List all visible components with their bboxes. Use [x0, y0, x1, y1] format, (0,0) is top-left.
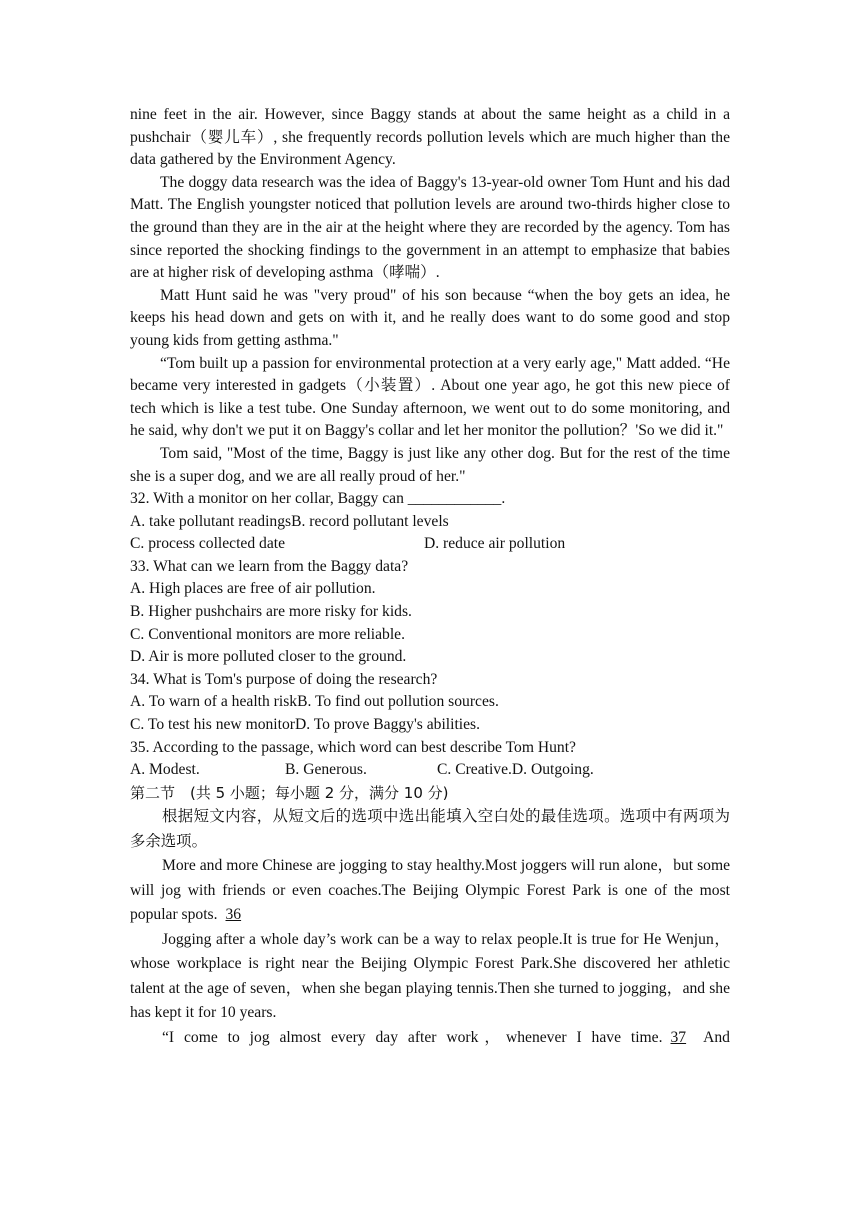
passage-paragraph-4: Tom said, "Most of the time, Baggy is just like any other dog. But for the rest of the time she is a super dog, and we are all really proud of her."	[130, 444, 730, 485]
question-34-options-cd: C. To test his new monitorD. To prove Baggy's abilities.	[130, 716, 481, 734]
cloze-paragraph-3	[130, 1026, 730, 1051]
passage-paragraph-3: “Tom built up a passion for environmental protection at a very early age," Matt added. “He became very interested in gadgets（小装置）. About one year ago, he got this new piece of tech which is like a test tube. One Sunday afternoon, we went out to do some monitoring, and he said, why don't we put it on Baggy's collar and let her monitor the pollution？'So we did it."	[130, 354, 730, 440]
passage-paragraph-1: The doggy data research was the idea of Baggy's 13-year-old owner Tom Hunt and his dad Matt. The English youngster noticed that pollution levels are around two-thirds higher close to the ground than they are in the air at the height where they are recorded by the agency. Tom has since reported the shocking findings to the government in an attempt to emphasize that babies are at higher risk of developing asthma（哮喘）.	[130, 173, 730, 282]
blank-36: 36	[225, 906, 242, 924]
blank-37: 37	[670, 1028, 687, 1046]
cloze-text-1: More and more Chinese are jogging to stay healthy.Most joggers will run alone，but some will jog with friends or even coaches.The Beijing Olympic Forest Park is one of the most popular spots.	[130, 857, 730, 924]
question-34: 34. What is Tom's purpose of doing the research?	[130, 670, 438, 688]
question-33: 33. What can we learn from the Baggy data?	[130, 557, 409, 575]
question-32: 32. With a monitor on her collar, Baggy can ____________.	[130, 490, 506, 508]
passage-paragraph-2: Matt Hunt said he was "very proud" of his son because “when the boy gets an idea, he keeps his head down and gets on with it, and he really does want to do some good and stop young kids from getting asthma."	[130, 286, 730, 349]
cloze-paragraph-1	[130, 854, 730, 928]
question-34-options-ab: A. To warn of a health riskB. To find out pollution sources.	[130, 693, 499, 711]
question-35-option-b: B. Generous.	[285, 761, 367, 779]
document-page	[130, 104, 730, 1050]
question-33-option-d: D. Air is more polluted closer to the ground.	[130, 648, 407, 666]
question-35-option-a: A. Modest.	[130, 761, 200, 779]
question-32-option-c: C. process collected date	[130, 535, 286, 553]
question-33-option-a: A. High places are free of air pollution.	[130, 580, 376, 598]
section-heading: 第二节 (共 5 小题；每小题 2 分，满分 10 分)	[130, 783, 449, 802]
question-32-options-cd	[130, 533, 730, 556]
question-32-option-d: D. reduce air pollution	[424, 535, 566, 553]
question-33-option-b: B. Higher pushchairs are more risky for kids.	[130, 603, 412, 621]
question-35: 35. According to the passage, which word can best describe Tom Hunt?	[130, 738, 576, 756]
question-35-option-cd: C. Creative.D. Outgoing.	[437, 761, 594, 779]
question-35-options	[130, 759, 730, 782]
question-32-options-ab: A. take pollutant readingsB. record pollutant levels	[130, 512, 449, 530]
cloze-paragraph-2: Jogging after a whole day’s work can be a way to relax people.It is true for He Wenjun， whose workplace is right near the Beijing Olympic Forest Park.She discovered her athletic talent at the age of seven，when she began playing tennis.Then she turned to jogging，and she has kept it for 10 years.	[130, 930, 730, 1022]
cloze-text-3-start: “I come to jog almost every day after work，whenever I have time.	[162, 1028, 663, 1046]
question-33-option-c: C. Conventional monitors are more reliable.	[130, 625, 405, 643]
passage-paragraph-0: nine feet in the air. However, since Baggy stands at about the same height as a child in a pushchair（婴儿车）, she frequently records pollution levels which are much higher than the data gathered by the Environment Agency.	[130, 106, 730, 169]
cloze-text-3-end: And	[703, 1028, 730, 1046]
section-instruction: 根据短文内容，从短文后的选项中选出能填入空白处的最佳选项。选项中有两项为多余选项。	[130, 807, 730, 851]
